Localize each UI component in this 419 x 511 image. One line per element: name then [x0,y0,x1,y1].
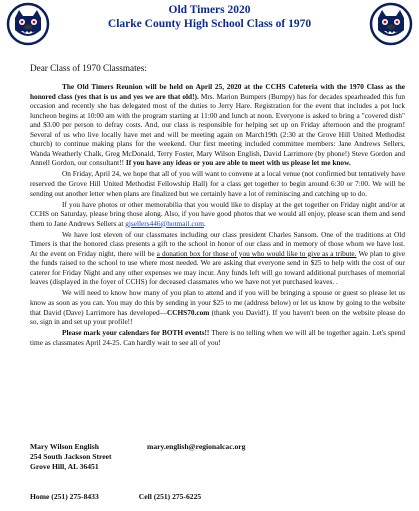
bulldog-icon [369,2,413,46]
paragraph-friday: On Friday, April 24, we hope that all of you will want to convene at a local venue (not confirmed but tentatively have reserved the Grove Hill United Methodist Fellowship Hall) for a class get together to begin around 6:30 or 7:00. We will be sending out another letter when plans are finalized but we certainly have a lot of reminiscing and catching up to do. [30,169,405,198]
paragraph-rsvp [30,288,405,326]
signer-email: mary.english@regionalcac.org [147,442,246,451]
signer-street: 254 South Jackson Street [30,452,112,462]
paragraph-reunion [30,82,405,168]
donation-box-note: a donation box for those of you who would like to give as a tribute. [156,248,357,258]
memorial-text: We have lost eleven of our classmates including our class president Charles Sansom. One of the traditions at Old Timers is that the honored class presents a gift to the school in honor of our class and in memory of those whom we have lost. At the event on Friday night, there will be [30,229,405,258]
paragraph-photos [30,200,405,229]
page-title: Old Timers 2020 [168,4,251,16]
paragraph-closing [30,328,405,347]
letter-body [30,82,405,349]
photos-end: . [203,218,206,228]
signer-name: Mary Wilson English [30,442,99,451]
cell-phone: Cell (251) 275-6225 [138,492,202,501]
phone-numbers [30,492,201,501]
salutation: Dear Class of 1970 Classmates: [30,63,147,73]
memorial-text-end: We plan to give the funds raised to the school to use where most needed. We are asking that everyone send in $25 to help with the cost of our caterer for Friday Night and any other expenses we may incur. Any funds left will go toward additional purchases of memorial leaves (displayed in the foyer of CCHS) for deceased classmates who we have not yet purchased leaves. . [30,248,405,287]
website-name: CCHS70.com [166,307,210,317]
home-phone: Home (251) 275-8433 [30,492,99,501]
photos-text: If you have photos or other memorabilia that you would like to display at the get together on Friday night and/or at CCHS on Saturday, please bring those along. Also, if you have good photos that we would all enjoy, please scan them and send them to Jane Andrews Sellers at [30,199,405,228]
rsvp-text: We will need to know how many of you plan to attend and if you will be bringing a spouse or guest so please let us know as soon as you can. You may do this by sending in your $25 to me (address below) or let us know by going to the website that David (Dave) Larrimore has developed— [30,288,405,317]
reunion-announcement: The Old Timers Reunion will be held on April 25, 2020 at the CCHS Cafeteria with the 1970 Class as the honored class (yes that is us and yes we are that old!). [30,82,405,101]
email-link[interactable]: gjsellers446@hotmail.com [125,218,204,228]
signer-city: Grove Hill, AL 36451 [30,462,99,472]
calendar-note: Please mark your calendars for BOTH events!! [62,328,210,338]
closing-text: There is no telling when we will all be together again. Let's spend time as classmates April 24-25. Can hardly wait to see all of you! [30,328,405,347]
paragraph-memorial [30,230,405,287]
page-subtitle: Clarke County High School Class of 1970 [107,18,312,30]
bulldog-icon [6,2,50,46]
signature-block [30,442,112,473]
rsvp-text-end: (thank you David!). If you haven't been on the website please do so, sign in and set up your profile!! [30,307,405,327]
reunion-details: Mrs. Marion Bumpers (Bumpy) has for decades spearheaded this fun occasion and recently she has delegated most of the duties to Jerry Hare. Registration for the event that includes a pot luck luncheon begins at 10:00 am with the program starting at 11:00 and lunch at noon. Everyone is asked to bring a "covered dish" and $3.00 per person to defray costs. And, our class is responsible for helping set up on Friday afternoon and the program! Several of us who live locally have met and will be meeting again on March19th (2:30 at the Grove Hill United Methodist church) to continue making plans for the weekend. Our first meeting included committee members: Jane Andrews Sellers, Wanda Weatherly Chalk, Greg McDonald, Terry Foster, Mary Wilson English, David Larrimore (by phone!) Steve Gordon and Annell Gordon, our consultant!! [30,91,406,168]
letter-header [50,3,369,31]
ideas-request: If you have any ideas or you are able to meet with us please let me know. [125,158,351,168]
